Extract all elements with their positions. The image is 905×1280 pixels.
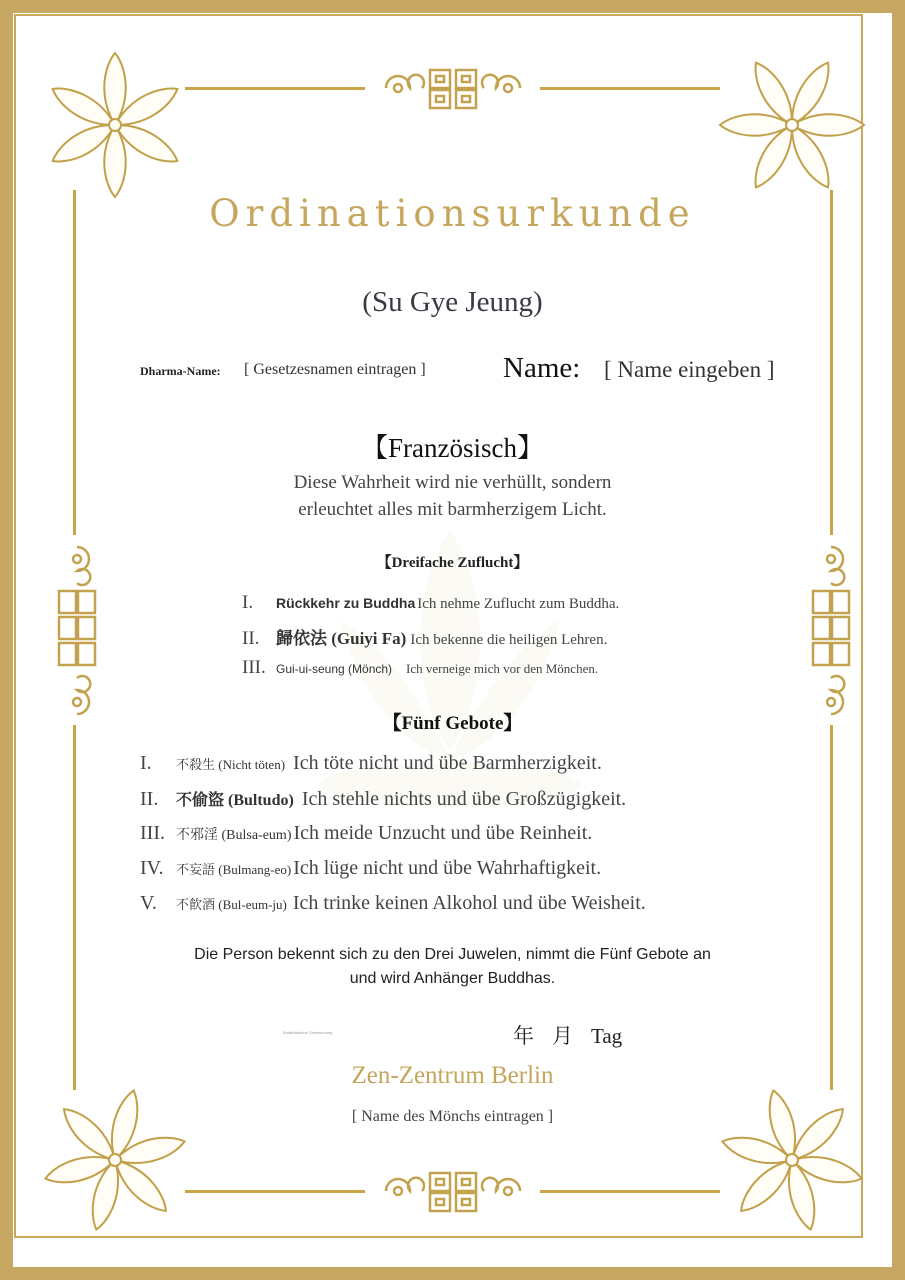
closing-line-2: und wird Anhänger Buddhas.: [349, 970, 556, 987]
date-day[interactable]: Tag: [591, 1024, 623, 1048]
name-field[interactable]: [ Name eingeben ]: [604, 357, 775, 382]
bottom-frame-line-right: [540, 1190, 720, 1193]
precept-item: [140, 857, 601, 880]
corner-flower-bottom-right-icon: [712, 1080, 872, 1240]
intro-line-2: erleuchtet alles mit barmherzigem Licht.: [298, 499, 607, 520]
precept-term: 不殺生 (Nicht töten): [176, 757, 286, 772]
certificate-subtitle: (Su Gye Jeung): [362, 286, 543, 318]
dharma-name-field[interactable]: [ Gesetzesnamen eintragen ]: [244, 361, 426, 378]
monk-name-field[interactable]: [ Name des Mönchs eintragen ]: [351, 1108, 554, 1125]
precept-num: III.: [140, 822, 165, 844]
certificate-title: Ordinationsurkunde: [209, 192, 696, 235]
precept-text: Ich trinke keinen Alkohol und übe Weisheit.: [292, 892, 646, 914]
refuge-text: Ich bekenne die heiligen Lehren.: [410, 632, 608, 648]
bottom-knot-ornament-icon: [378, 1169, 528, 1213]
precept-num: IV.: [140, 857, 164, 879]
dharma-name-label: Dharma-Name:: [140, 364, 221, 378]
language-heading: 【Französisch】: [361, 433, 544, 463]
left-frame-line-bottom: [73, 725, 76, 1090]
refuge-text: Ich nehme Zuflucht zum Buddha.: [417, 596, 620, 612]
right-frame-line-bottom: [830, 725, 833, 1090]
precept-term: 不飮酒 (Bul-eum-ju): [176, 897, 287, 912]
top-frame-line-right: [540, 87, 720, 90]
precept-item: [140, 892, 646, 915]
precept-item: [140, 822, 592, 845]
refuge-term: Rückkehr zu Buddha: [276, 595, 416, 611]
refuge-num: III.: [242, 657, 266, 678]
refuge-item: [242, 592, 619, 614]
refuge-text: Ich verneige mich vor den Mönchen.: [406, 661, 599, 676]
precept-text: Ich meide Unzucht und übe Reinheit.: [293, 822, 593, 844]
precept-item: [140, 787, 626, 811]
precept-num: II.: [140, 788, 159, 810]
closing-line-1: Die Person bekennt sich zu den Drei Juwelen, nimmt die Fünf Gebote an: [194, 946, 711, 963]
precept-text: Ich töte nicht und übe Barmherzigkeit.: [293, 752, 602, 774]
precept-num: V.: [140, 892, 157, 914]
refuge-term: 歸依法 (Guiyi Fa): [276, 629, 407, 648]
precept-item: [140, 752, 602, 775]
refuge-num: I.: [242, 592, 254, 613]
refuge-item: [242, 624, 607, 650]
refuge-heading: 【Dreifache Zuflucht】: [376, 555, 529, 571]
corner-flower-top-right-icon: [712, 45, 872, 205]
name-label: Name:: [503, 352, 581, 384]
top-frame-line-left: [185, 87, 365, 90]
date-year[interactable]: 年: [513, 1024, 534, 1048]
corner-flower-bottom-left-icon: [35, 1080, 195, 1240]
precept-num: I.: [140, 752, 152, 774]
bottom-frame-line-left: [185, 1190, 365, 1193]
intro-text: [0, 469, 905, 523]
top-knot-ornament-icon: [378, 66, 528, 110]
era-label: Buddhistische Zeitrechnung: [283, 1030, 333, 1035]
date-line: [513, 1020, 640, 1050]
temple-name: Zen-Zentrum Berlin: [351, 1062, 554, 1089]
precept-term: 不妄語 (Bulmang-eo): [176, 862, 292, 877]
precepts-heading: 【Fünf Gebote】: [382, 713, 523, 734]
precept-text: Ich stehle nichts und übe Großzügigkeit.: [301, 788, 627, 810]
refuge-term: Gui-ui-seung (Mönch): [276, 662, 393, 676]
refuge-item: [242, 657, 598, 679]
date-month[interactable]: 月: [552, 1024, 573, 1048]
refuge-num: II.: [242, 628, 260, 649]
corner-flower-top-left-icon: [35, 45, 195, 205]
closing-statement: [0, 943, 905, 991]
intro-line-1: Diese Wahrheit wird nie verhüllt, sondern: [293, 472, 612, 493]
precept-term: 不偷盜 (Bultudo): [176, 792, 294, 809]
precept-term: 不邪淫 (Bulsa-eum): [176, 828, 292, 843]
precept-text: Ich lüge nicht und übe Wahrhaftigkeit.: [293, 857, 602, 879]
